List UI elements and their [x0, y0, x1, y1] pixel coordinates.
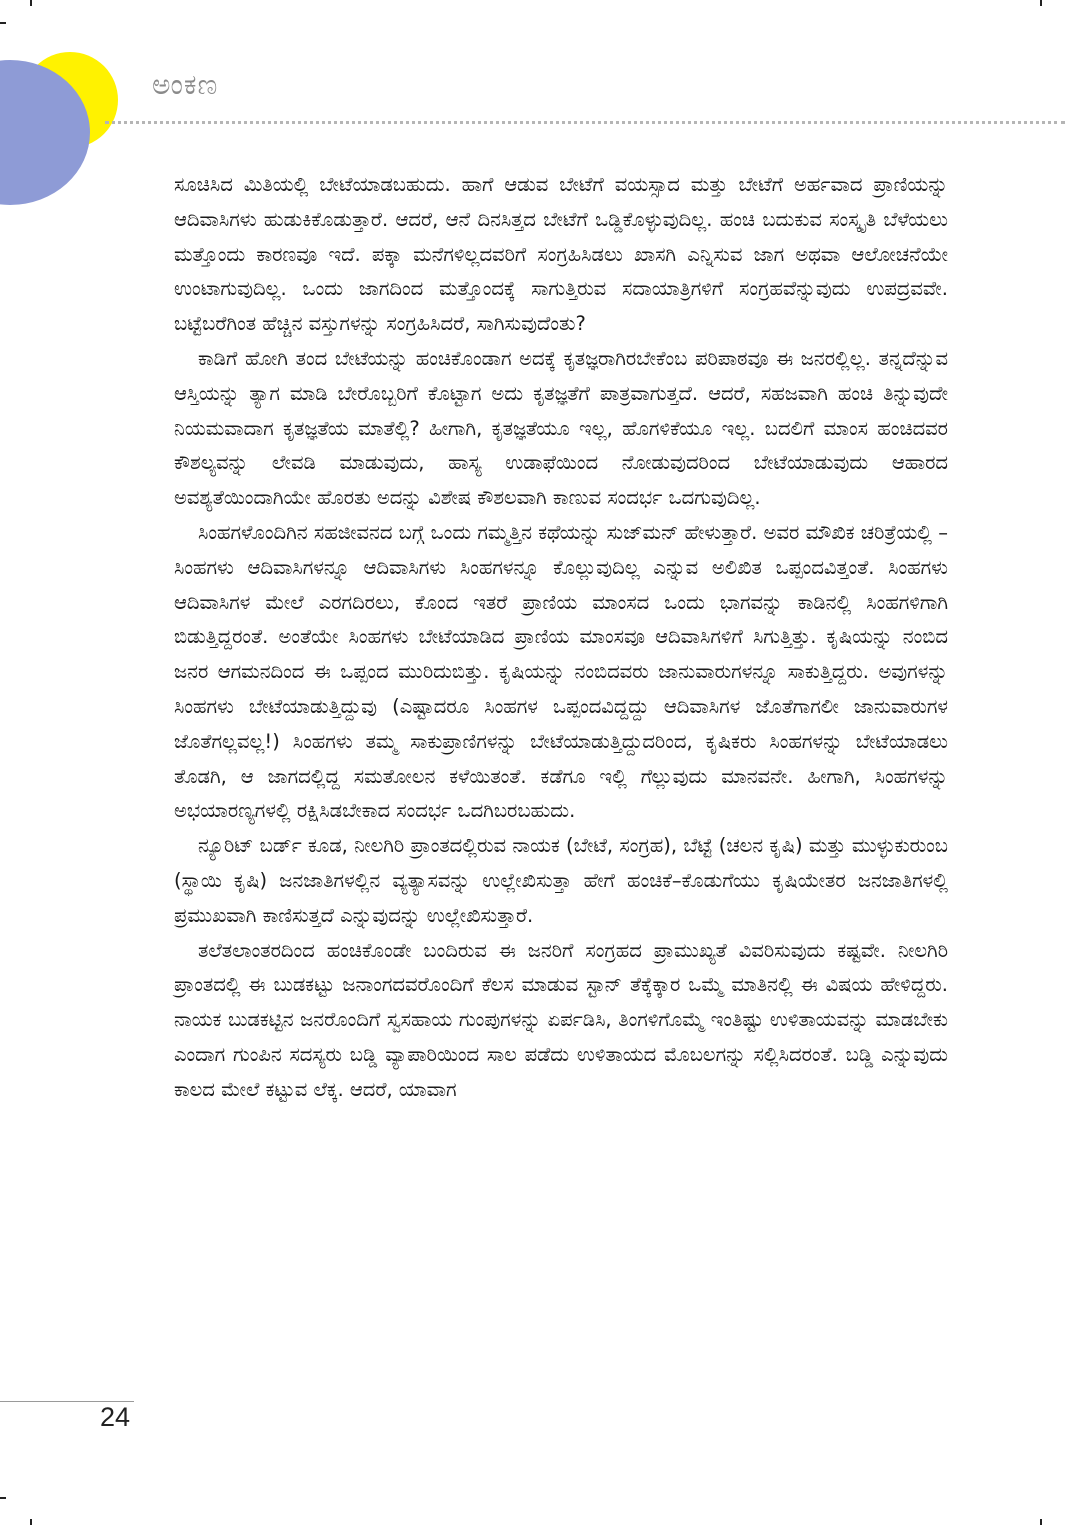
paragraph: ಕಾಡಿಗೆ ಹೋಗಿ ತಂದ ಬೇಟೆಯನ್ನು ಹಂಚಿಕೊಂಡಾಗ ಅದಕ್ಕೆ ಕೃತಜ್ಞರಾಗಿರಬೇಕೆಂಬ ಪರಿಪಾಠವೂ ಈ ಜನರಲ್ಲಿಲ್ಲ. ತನ್ನದೆನ್ನುವ ಆಸ್ತಿಯನ್ನು ತ್ಯಾಗ ಮಾಡಿ ಬೇರೊಬ್ಬರಿಗೆ ಕೊಟ್ಟಾಗ ಅದು ಕೃತಜ್ಞತೆಗೆ ಪಾತ್ರವಾಗುತ್ತದೆ. ಆದರೆ, ಸಹಜವಾಗಿ ಹಂಚಿ ತಿನ್ನುವುದೇ ನಿಯಮವಾದಾಗ ಕೃತಜ್ಞತೆಯ ಮಾತೆಲ್ಲಿ? ಹೀಗಾಗಿ, ಕೃತಜ್ಞತೆಯೂ ಇಲ್ಲ, ಹೊಗಳಿಕೆಯೂ ಇಲ್ಲ. ಬದಲಿಗೆ ಮಾಂಸ ಹಂಚಿದವರ ಕೌಶಲ್ಯವನ್ನು ಲೇವಡಿ ಮಾಡುವುದು, ಹಾಸ್ಯ ಉಡಾಫೆಯಿಂದ ನೋಡುವುದರಿಂದ ಬೇಟೆಯಾಡುವುದು ಆಹಾರದ ಅವಶ್ಯತೆಯಿಂದಾಗಿಯೇ ಹೊರತು ಅದನ್ನು ವಿಶೇಷ ಕೌಶಲವಾಗಿ ಕಾಣುವ ಸಂದರ್ಭ ಒದಗುವುದಿಲ್ಲ. [174, 346, 948, 510]
paragraph: ತಲೆತಲಾಂತರದಿಂದ ಹಂಚಿಕೊಂಡೇ ಬಂದಿರುವ ಈ ಜನರಿಗೆ ಸಂಗ್ರಹದ ಪ್ರಾಮುಖ್ಯತೆ ವಿವರಿಸುವುದು ಕಷ್ಟವೇ. ನೀಲಗಿರಿ ಪ್ರಾಂತದಲ್ಲಿ ಈ ಬುಡಕಟ್ಟು ಜನಾಂಗದವರೊಂದಿಗೆ ಕೆಲಸ ಮಾಡುವ ಸ್ಟಾನ್ ತೆಕ್ಕೆಕ್ಕಾರ ಒಮ್ಮೆ ಮಾತಿನಲ್ಲಿ ಈ ವಿಷಯ ಹೇಳಿದ್ದರು. ನಾಯಕ ಬುಡಕಟ್ಟಿನ ಜನರೊಂದಿಗೆ ಸ್ವಸಹಾಯ ಗುಂಪುಗಳನ್ನು ಏರ್ಪಡಿಸಿ, ತಿಂಗಳಿಗೊಮ್ಮೆ ಇಂತಿಷ್ಟು ಉಳಿತಾಯವನ್ನು ಮಾಡಬೇಕು ಎಂದಾಗ ಗುಂಪಿನ ಸದಸ್ಯರು ಬಡ್ಡಿ ವ್ಯಾಪಾರಿಯಿಂದ ಸಾಲ ಪಡೆದು ಉಳಿತಾಯದ ಮೊಬಲಗನ್ನು ಸಲ್ಲಿಸಿದರಂತೆ. ಬಡ್ಡಿ ಎನ್ನುವುದು ಕಾಲದ ಮೇಲೆ ಕಟ್ಟುವ ಲೆಕ್ಕ. ಆದರೆ, ಯಾವಾಗ [174, 938, 948, 1101]
crop-mark-top-left-v [30, 0, 32, 6]
page-number: 24 [100, 1402, 131, 1432]
crop-mark-bottom-right-v [1040, 1519, 1042, 1525]
paragraph: ನ್ಯೂರಿಟ್ ಬರ್ಡ್ ಕೂಡ, ನೀಲಗಿರಿ ಪ್ರಾಂತದಲ್ಲಿರುವ ನಾಯಕ (ಬೇಟೆ, ಸಂಗ್ರಹ), ಬೆಟ್ಟೆ (ಚಲನ ಕೃಷಿ) ಮತ್ತು ಮುಳ್ಳುಕುರುಂಬ (ಸ್ಥಾಯಿ ಕೃಷಿ) ಜನಜಾತಿಗಳಲ್ಲಿನ ವ್ಯತ್ಯಾಸವನ್ನು ಉಲ್ಲೇಖಿಸುತ್ತಾ ಹೇಗೆ ಹಂಚಿಕೆ–ಕೊಡುಗೆಯು ಕೃಷಿಯೇತರ ಜನಜಾತಿಗಳಲ್ಲಿ ಪ್ರಮುಖವಾಗಿ ಕಾಣಿಸುತ್ತದೆ ಎನ್ನುವುದನ್ನು ಉಲ್ಲೇಖಿಸುತ್ತಾರೆ. [174, 834, 948, 927]
header-dotted-rule [105, 121, 1065, 124]
crop-mark-bottom-left-h [0, 1497, 6, 1499]
paragraph: ಸಿಂಹಗಳೊಂದಿಗಿನ ಸಹಜೀವನದ ಬಗ್ಗೆ ಒಂದು ಗಮ್ಮತ್ತಿನ ಕಥೆಯನ್ನು ಸುಜ್‌ಮನ್ ಹೇಳುತ್ತಾರೆ. ಅವರ ಮೌಖಿಕ ಚರಿತ್ರೆಯಲ್ಲಿ – ಸಿಂಹಗಳು ಆದಿವಾಸಿಗಳನ್ನೂ ಆದಿವಾಸಿಗಳು ಸಿಂಹಗಳನ್ನೂ ಕೊಲ್ಲುವುದಿಲ್ಲ ಎನ್ನುವ ಅಲಿಖಿತ ಒಪ್ಪಂದವಿತ್ತಂತೆ. ಸಿಂಹಗಳು ಆದಿವಾಸಿಗಳ ಮೇಲೆ ಎರಗದಿರಲು, ಕೊಂದ ಇತರೆ ಪ್ರಾಣಿಯ ಮಾಂಸದ ಒಂದು ಭಾಗವನ್ನು ಕಾಡಿನಲ್ಲಿ ಸಿಂಹಗಳಿಗಾಗಿ ಬಿಡುತ್ತಿದ್ದರಂತೆ. ಅಂತೆಯೇ ಸಿಂಹಗಳು ಬೇಟೆಯಾಡಿದ ಪ್ರಾಣಿಯ ಮಾಂಸವೂ ಆದಿವಾಸಿಗಳಿಗೆ ಸಿಗುತ್ತಿತ್ತು. ಕೃಷಿಯನ್ನು ನಂಬಿದ ಜನರ ಆಗಮನದಿಂದ ಈ ಒಪ್ಪಂದ ಮುರಿದುಬಿತ್ತು. ಕೃಷಿಯನ್ನು ನಂಬಿದವರು ಜಾನುವಾರುಗಳನ್ನೂ ಸಾಕುತ್ತಿದ್ದರು. ಅವುಗಳನ್ನು ಸಿಂಹಗಳು ಬೇಟೆಯಾಡುತ್ತಿದ್ದುವು (ಎಷ್ಟಾದರೂ ಸಿಂಹಗಳ ಒಪ್ಪಂದವಿದ್ದದ್ದು ಆದಿವಾಸಿಗಳ ಜೊತೆಗಾಗಲೀ ಜಾನುವಾರುಗಳ ಜೊತೆಗಲ್ಲವಲ್ಲ!) ಸಿಂಹಗಳು ತಮ್ಮ ಸಾಕುಪ್ರಾಣಿಗಳನ್ನು ಬೇಟೆಯಾಡುತ್ತಿದ್ದುದರಿಂದ, ಕೃಷಿಕರು ಸಿಂಹಗಳನ್ನು ಬೇಟೆಯಾಡಲು ತೊಡಗಿ, ಆ ಜಾಗದಲ್ಲಿದ್ದ ಸಮತೋಲನ ಕಳೆಯಿತಂತೆ. ಕಡೆಗೂ ಇಲ್ಲಿ ಗೆಲ್ಲುವುದು ಮಾನವನೇ. ಹೀಗಾಗಿ, ಸಿಂಹಗಳನ್ನು ಅಭಯಾರಣ್ಯಗಳಲ್ಲಿ ರಕ್ಷಿಸಿಡಬೇಕಾದ ಸಂದರ್ಭ ಒದಗಿಬರಬಹುದು. [174, 520, 948, 823]
article-body [174, 168, 948, 1108]
section-title: ಅಂಕಣ [152, 68, 219, 101]
crop-mark-bottom-left-v [30, 1519, 32, 1525]
crop-mark-top-right-v [1040, 0, 1042, 6]
paragraph: ಸೂಚಿಸಿದ ಮಿತಿಯಲ್ಲಿ ಬೇಟೆಯಾಡಬಹುದು. ಹಾಗೆ ಆಡುವ ಬೇಟೆಗೆ ವಯಸ್ಸಾದ ಮತ್ತು ಬೇಟೆಗೆ ಅರ್ಹವಾದ ಪ್ರಾಣಿಯನ್ನು ಆದಿವಾಸಿಗಳು ಹುಡುಕಿಕೊಡುತ್ತಾರೆ. ಆದರೆ, ಆನೆ ದಿನಸಿತ್ತದ ಬೇಟೆಗೆ ಒಡ್ಡಿಕೊಳ್ಳುವುದಿಲ್ಲ. ಹಂಚಿ ಬದುಕುವ ಸಂಸ್ಕೃತಿ ಬೆಳೆಯಲು ಮತ್ತೊಂದು ಕಾರಣವೂ ಇದೆ. ಪಕ್ಕಾ ಮನೆಗಳಿಲ್ಲದವರಿಗೆ ಸಂಗ್ರಹಿಸಿಡಲು ಖಾಸಗಿ ಎನ್ನಿಸುವ ಜಾಗ ಅಥವಾ ಆಲೋಚನೆಯೇ ಉಂಟಾಗುವುದಿಲ್ಲ. ಒಂದು ಜಾಗದಿಂದ ಮತ್ತೊಂದಕ್ಕೆ ಸಾಗುತ್ತಿರುವ ಸದಾಯಾತ್ರಿಗಳಿಗೆ ಸಂಗ್ರಹವೆನ್ನುವುದು ಉಪದ್ರವವೇ. ಬಟ್ಟೆಬರೆಗಿಂತ ಹೆಚ್ಚಿನ ವಸ್ತುಗಳನ್ನು ಸಂಗ್ರಹಿಸಿದರೆ, ಸಾಗಿಸುವುದೆಂತು? [174, 173, 948, 336]
crop-mark-top-left-h [0, 22, 6, 24]
